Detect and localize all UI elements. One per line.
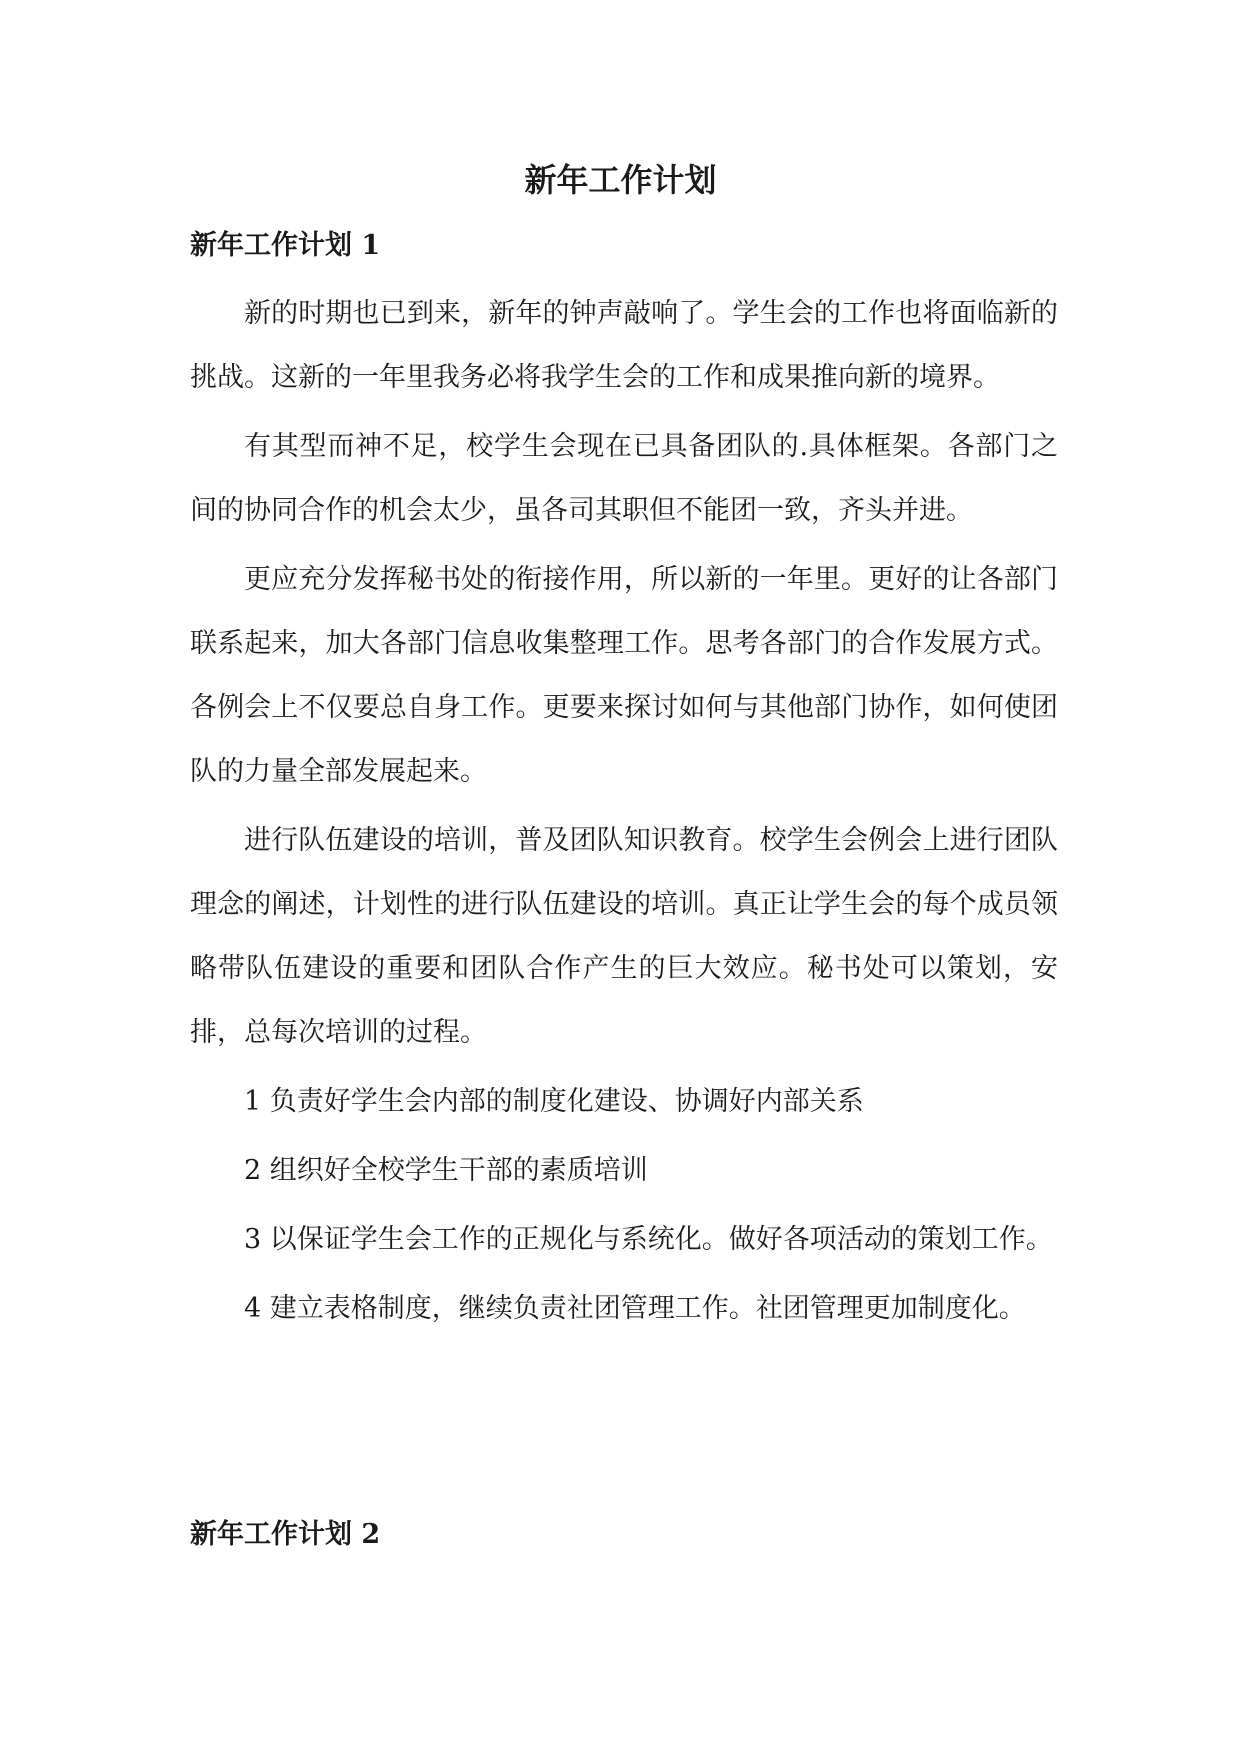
- list-item: 2 组织好全校学生干部的素质培训: [244, 1155, 648, 1186]
- paragraph: 进行队伍建设的培训，普及团队知识教育。校学生会例会上进行团队理念的阐述，计划性的进行队伍建设的培训。真正让学生会的每个成员领略带队伍建设的重要和团队合作产生的巨大效应。秘书处可以策划，安排，总每次培训的过程。: [190, 825, 1058, 1048]
- list-item: 3 以保证学生会工作的正规化与系统化。做好各项活动的策划工作。: [244, 1224, 1053, 1255]
- paragraph: 新的时期也已到来，新年的钟声敲响了。学生会的工作也将面临新的挑战。这新的一年里我务必将我学生会的工作和成果推向新的境界。: [190, 298, 1058, 393]
- paragraph: 更应充分发挥秘书处的衔接作用，所以新的一年里。更好的让各部门联系起来，加大各部门信息收集整理工作。思考各部门的合作发展方式。各例会上不仅要总自身工作。更要来探讨如何与其他部门协作，如何使团队的力量全部发展起来。: [190, 564, 1058, 787]
- page-title: 新年工作计划: [524, 161, 717, 199]
- list-item: 1 负责好学生会内部的制度化建设、协调好内部关系: [244, 1086, 864, 1117]
- section-heading-1: 新年工作计划 1: [190, 230, 381, 261]
- paragraph: 有其型而神不足，校学生会现在已具备团队的.具体框架。各部门之间的协同合作的机会太少，虽各司其职但不能团一致，齐头并进。: [190, 431, 1058, 526]
- section-body-1: [190, 282, 1058, 1346]
- list-item: 4 建立表格制度，继续负责社团管理工作。社团管理更加制度化。: [244, 1293, 1026, 1324]
- section-heading-2: 新年工作计划 2: [190, 1519, 381, 1550]
